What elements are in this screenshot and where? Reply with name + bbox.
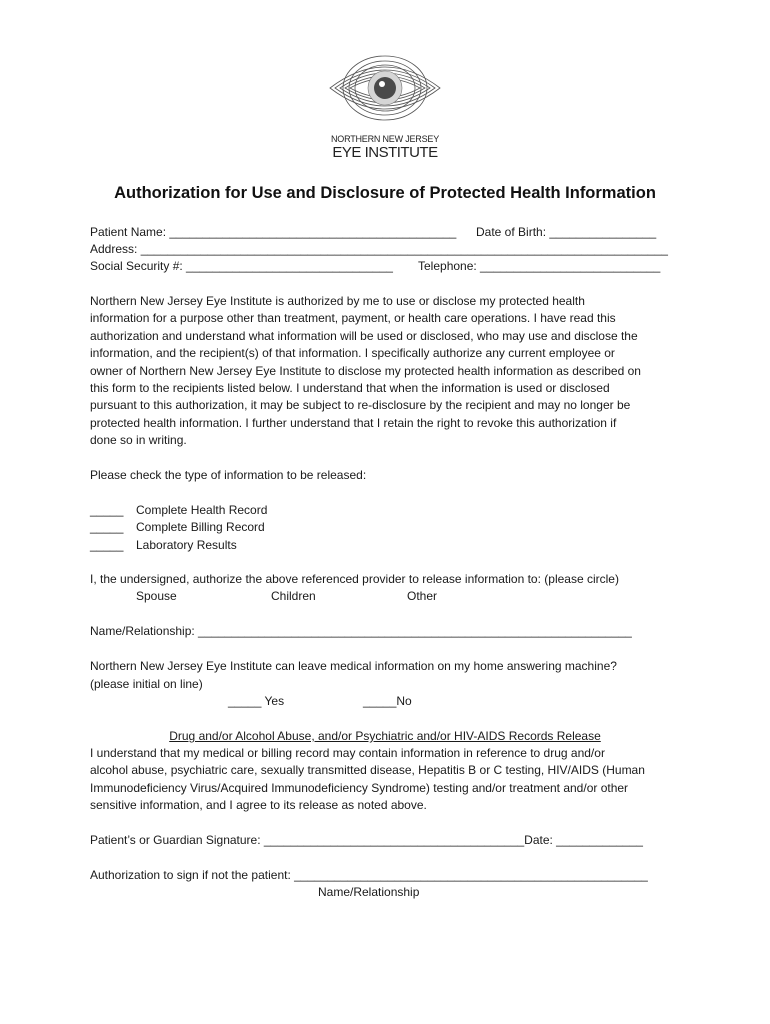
authorization-signature-caption: Name/Relationship <box>318 885 420 899</box>
paragraph-line: information, and the recipient(s) of that information. I specifically authorize any current employee or <box>90 346 615 361</box>
sensitive-records-heading: Drug and/or Alcohol Abuse, and/or Psychiatric and/or HIV-AIDS Records Release <box>169 729 601 743</box>
paragraph-line: authorization and understand what information will be used or disclosed, who may use and disclose the <box>90 328 638 343</box>
document-title: Authorization for Use and Disclosure of Protected Health Information <box>114 184 656 202</box>
paragraph-line: pursuant to this authorization, it may be subject to re-disclosure by the recipient and may no longer be <box>90 398 631 413</box>
authorization-paragraph <box>90 293 690 450</box>
paragraph-line: Immunodeficiency Virus/Acquired Immunodeficiency Syndrome) testing and/or treatment and/or other <box>90 780 629 795</box>
release-prompt: I, the undersigned, authorize the above referenced provider to release information to: (please circle) <box>90 572 619 586</box>
paragraph-line: alcohol abuse, psychiatric care, sexually transmitted disease, Hepatitis B or C testing, HIV/AIDS (Human <box>90 763 645 778</box>
name-relationship-field[interactable]: Name/Relationship: _________________________________________________________________ <box>90 624 632 638</box>
answering-machine-instruction: (please initial on line) <box>90 677 203 691</box>
paragraph-line: protected health information. I further understand that I retain the right to revoke this authorization if <box>90 415 617 430</box>
logo-text-top: NORTHERN NEW JERSEY <box>330 134 440 144</box>
paragraph-line: Northern New Jersey Eye Institute is authorized by me to use or disclose my protected health <box>90 294 585 308</box>
release-option-other[interactable]: Other <box>407 589 438 603</box>
answering-machine-question: Northern New Jersey Eye Institute can leave medical information on my home answering machine? <box>90 659 617 673</box>
release-option-spouse[interactable]: Spouse <box>136 589 177 603</box>
check-blank-lab-results[interactable]: _____ <box>90 538 124 552</box>
check-label-billing-record: Complete Billing Record <box>136 520 265 534</box>
check-blank-health-record[interactable]: _____ <box>90 503 124 517</box>
authorization-signature-field[interactable]: Authorization to sign if not the patient: _____________________________________________________ <box>90 868 648 882</box>
check-blank-billing-record[interactable]: _____ <box>90 520 124 534</box>
telephone-field[interactable]: Telephone: ___________________________ <box>418 259 661 273</box>
answering-machine-yes[interactable]: _____ Yes <box>228 694 285 708</box>
release-option-children[interactable]: Children <box>271 589 316 603</box>
guardian-signature-field[interactable]: Patient’s or Guardian Signature: _______________________________________Date: _____________ <box>90 833 643 847</box>
institute-logo <box>326 52 444 164</box>
check-label-health-record: Complete Health Record <box>136 503 268 517</box>
paragraph-line: sensitive information, and I agree to its release as noted above. <box>90 798 427 813</box>
logo-text-main: EYE INSTITUTE <box>332 144 438 161</box>
patient-name-field[interactable]: Patient Name: ___________________________________________ <box>90 225 457 239</box>
eye-logo-icon <box>326 52 444 132</box>
ssn-field[interactable]: Social Security #: _______________________________ <box>90 259 393 273</box>
paragraph-line: done so in writing. <box>90 433 187 448</box>
sensitive-records-paragraph <box>90 745 690 815</box>
address-field[interactable]: Address: _______________________________________________________________________________ <box>90 242 668 256</box>
paragraph-line: information for a purpose other than treatment, payment, or health care operations. I have read this <box>90 311 616 326</box>
date-of-birth-field[interactable]: Date of Birth: ________________ <box>476 225 657 239</box>
paragraph-line: owner of Northern New Jersey Eye Institute to disclose my protected health information as described on <box>90 363 641 378</box>
check-label-lab-results: Laboratory Results <box>136 538 237 552</box>
check-prompt: Please check the type of information to be released: <box>90 468 367 482</box>
answering-machine-no[interactable]: _____No <box>363 694 412 708</box>
paragraph-line: this form to the recipients listed below. I understand that when the information is used or disclosed <box>90 381 610 396</box>
paragraph-line: I understand that my medical or billing record may contain information in reference to drug and/or <box>90 746 605 760</box>
